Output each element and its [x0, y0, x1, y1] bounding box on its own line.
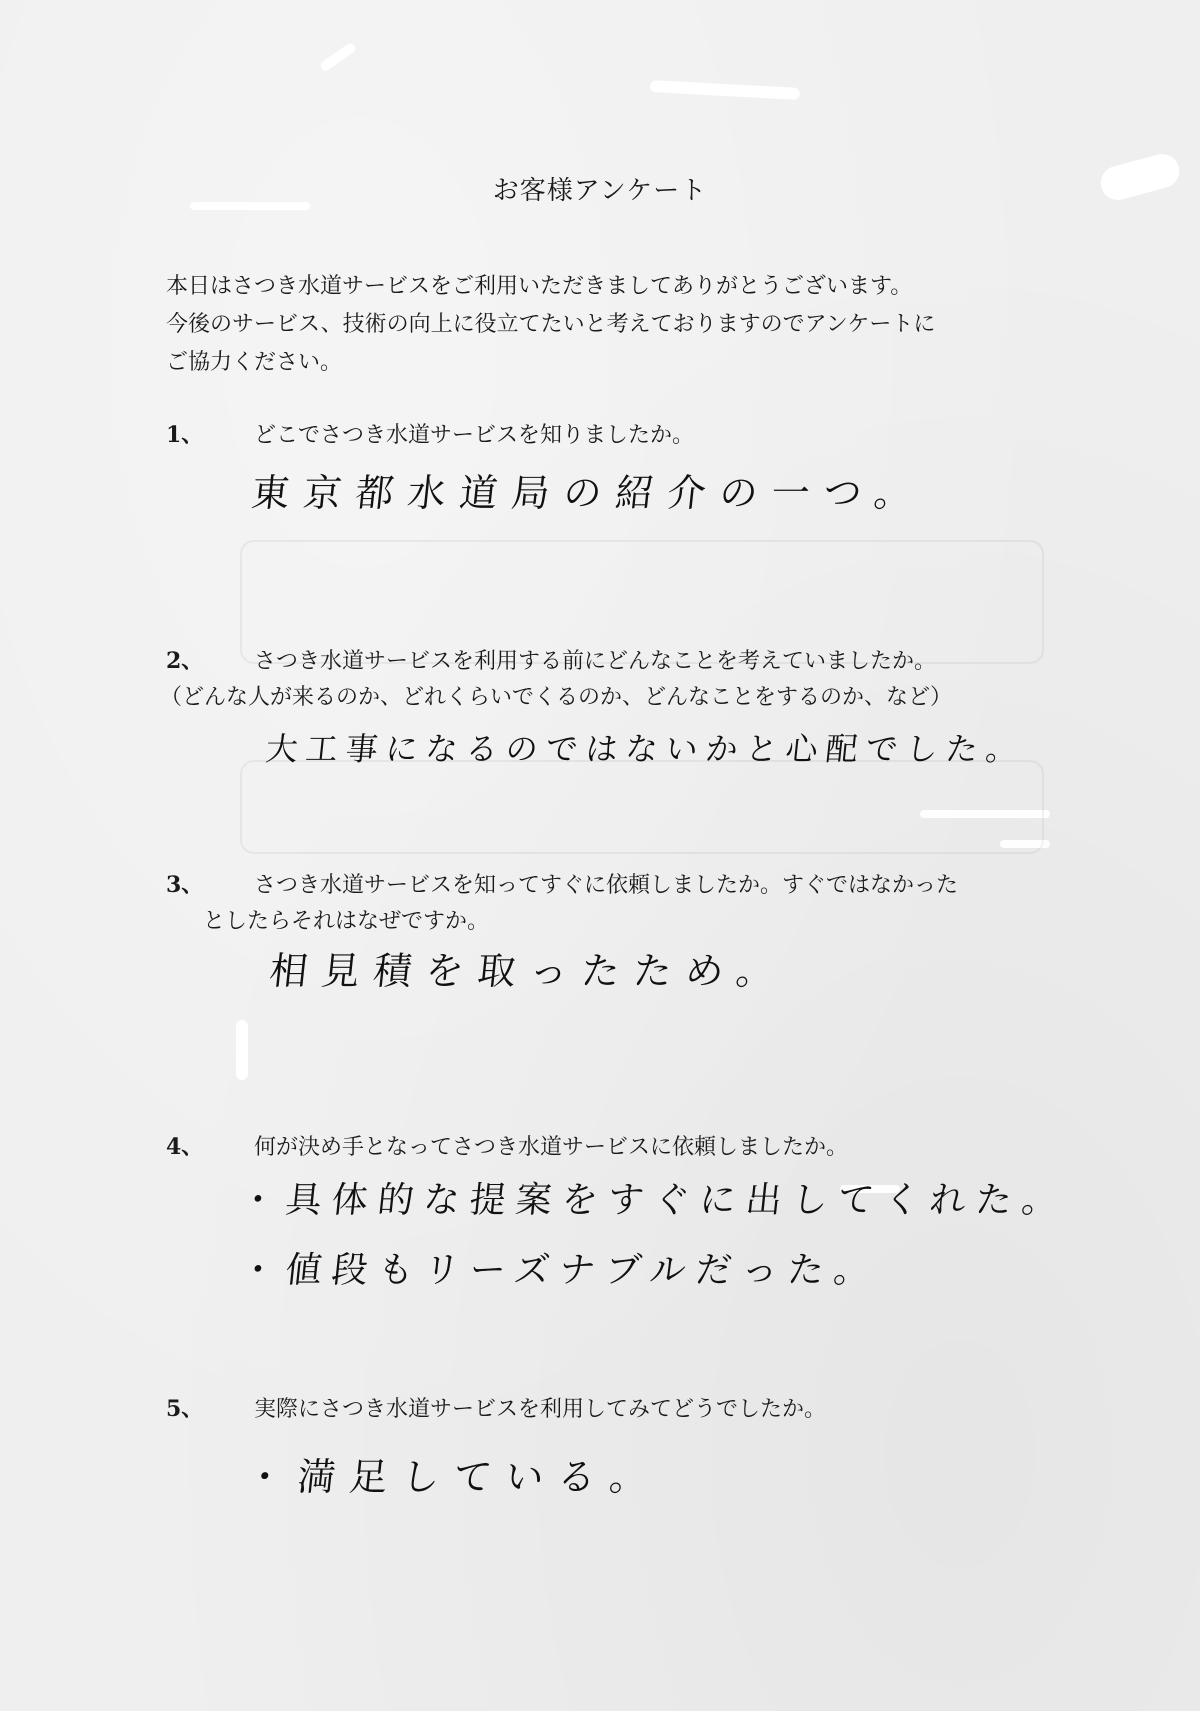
scan-artifact: [319, 41, 358, 72]
question-text: どこでさつき水道サービスを知りましたか。: [254, 423, 695, 448]
intro-line: ご協力ください。: [166, 350, 343, 375]
question-number: 3、: [166, 872, 204, 898]
question-number: 2、: [166, 648, 204, 674]
question-text: さつき水道サービスを利用する前にどんなことを考えていましたか。: [254, 649, 937, 674]
handwritten-answer: ・満足している。: [243, 1455, 664, 1499]
question-number: 5、: [166, 1396, 204, 1422]
handwritten-answer: 相見積を取ったため。: [267, 949, 791, 993]
question-text: 実際にさつき水道サービスを利用してみてどうでしたか。: [254, 1397, 827, 1422]
question-text: 何が決め手となってさつき水道サービスに依頼しましたか。: [254, 1135, 849, 1160]
intro-line: 今後のサービス、技術の向上に役立てたいと考えておりますのでアンケートに: [166, 312, 936, 337]
question-number: 4、: [166, 1134, 204, 1160]
intro-text: [166, 268, 935, 382]
scan-artifact: [236, 1020, 248, 1080]
handwritten-answer: 大工事になるのではないかと心配でした。: [263, 730, 1028, 768]
handwritten-answer: ・具体的な提案をすぐに出してくれた。: [237, 1180, 1070, 1221]
question-subtext: としたらそれはなぜですか。: [203, 909, 490, 934]
handwritten-answer: 東京都水道局の紹介の一つ。: [249, 471, 929, 515]
intro-line: 本日はさつき水道サービスをご利用いただきましてありがとうございます。: [166, 274, 913, 299]
page-title: お客様アンケート: [492, 176, 708, 206]
question-text: さつき水道サービスを知ってすぐに依頼しましたか。すぐではなかった: [254, 873, 959, 898]
answer-area-box: [240, 760, 1044, 854]
question-number: 1、: [166, 422, 204, 448]
handwritten-answer: ・値段もリーズナブルだった。: [237, 1250, 882, 1291]
scan-artifact: [650, 80, 800, 100]
question-subtext: （どんな人が来るのか、どれくらいでくるのか、どんなことをするのか、など）: [160, 685, 953, 710]
